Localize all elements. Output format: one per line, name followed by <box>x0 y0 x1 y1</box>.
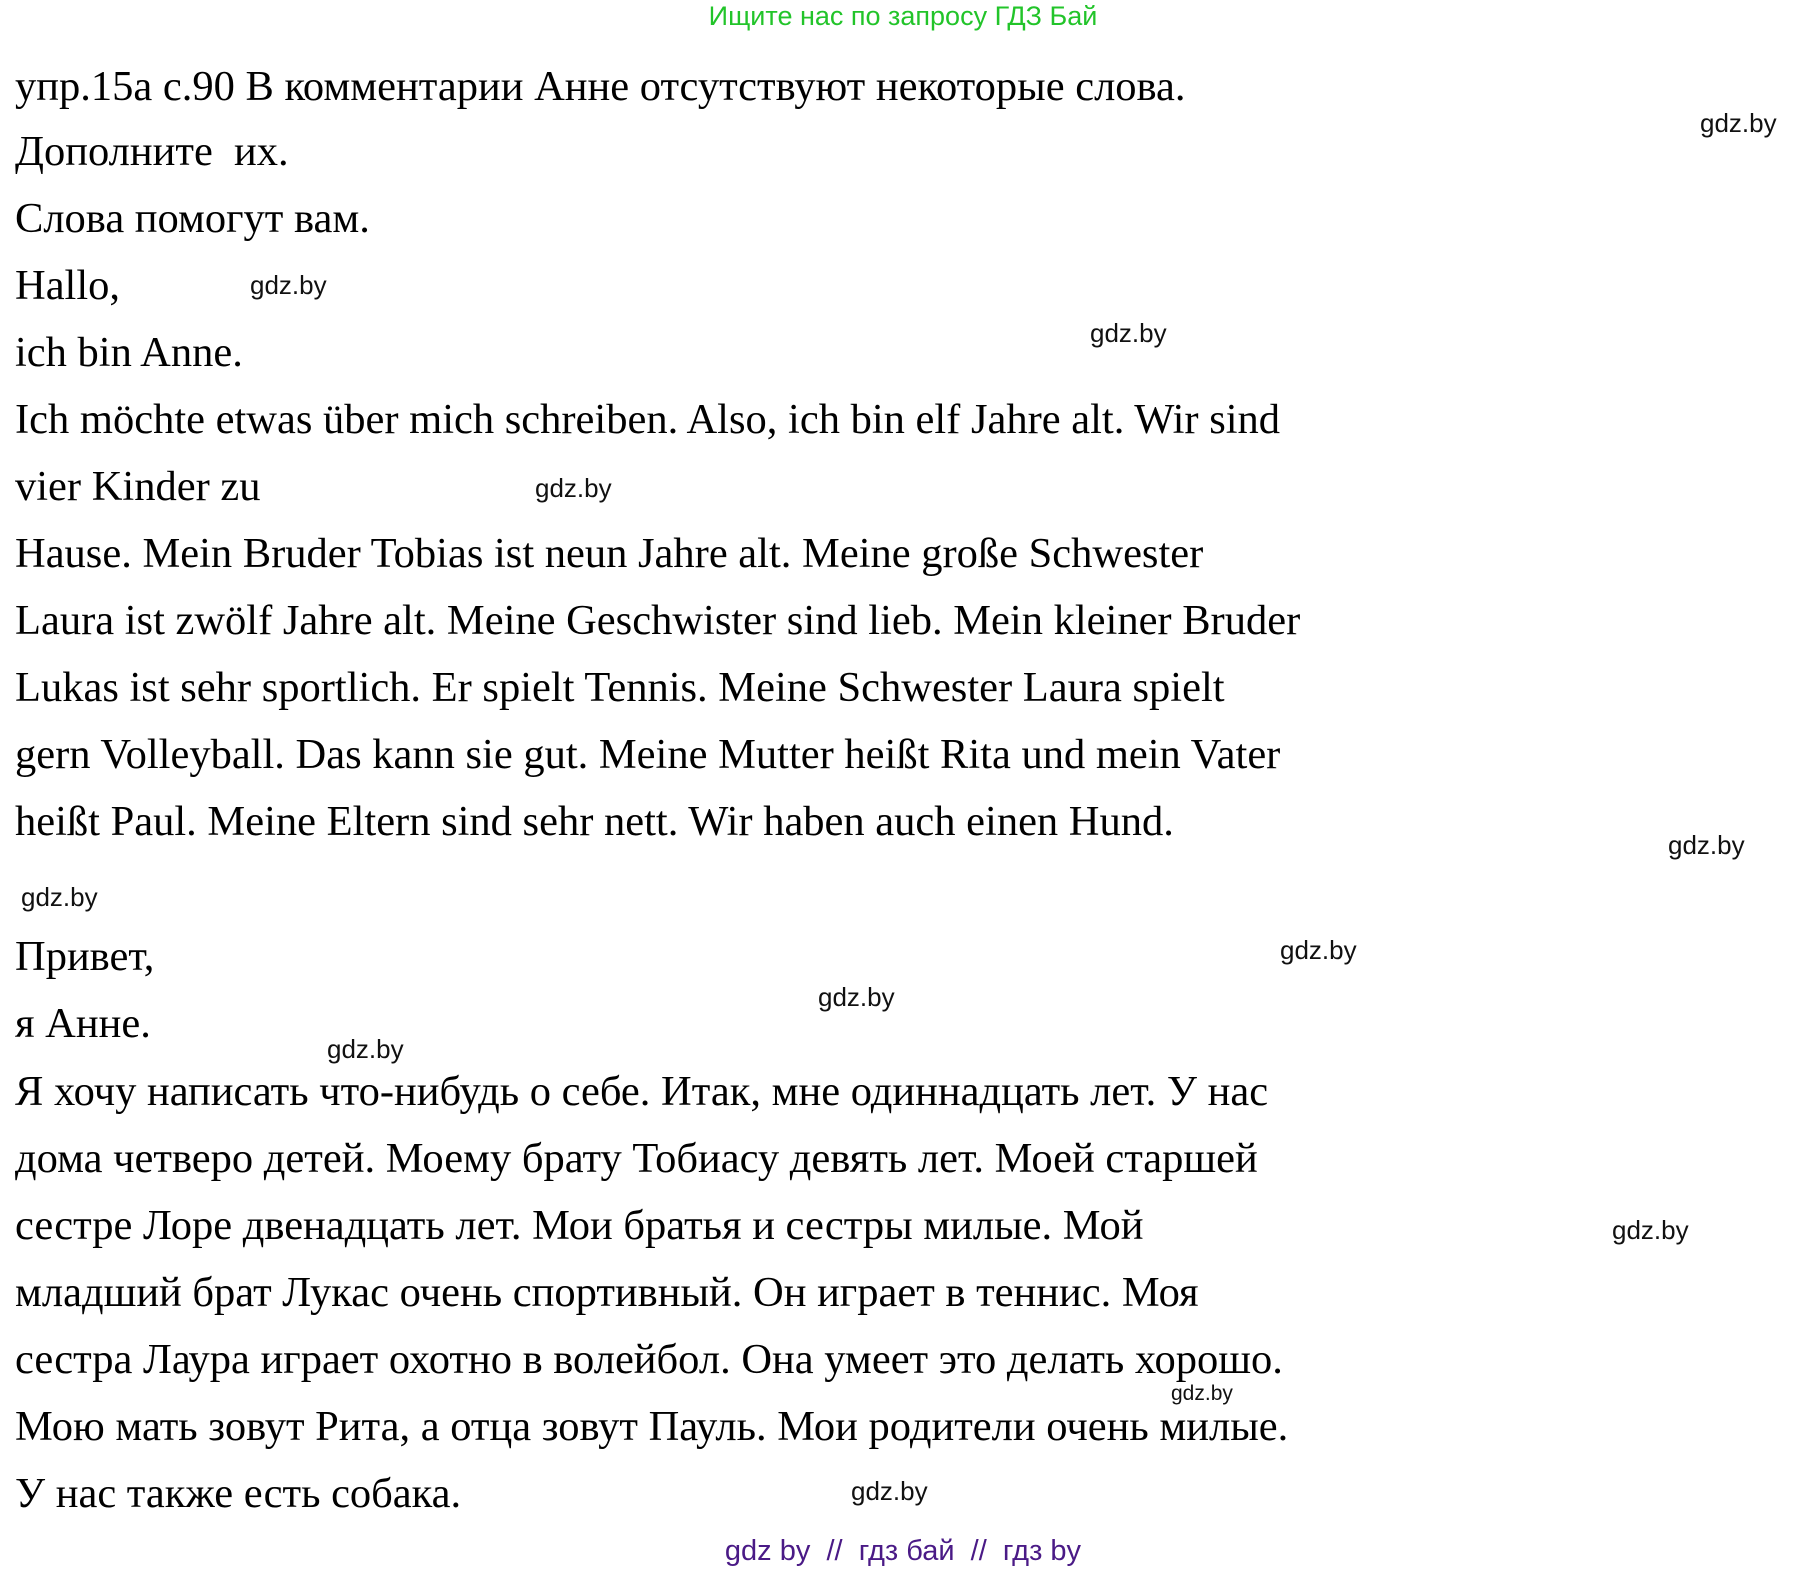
german-line: heißt Paul. Meine Eltern sind sehr nett. Wir haben auch einen Hund. <box>15 798 1174 845</box>
task-instruction: Слова помогут вам. <box>15 195 370 242</box>
german-line: ich bin Anne. <box>15 329 243 376</box>
footer-site-links: gdz by // гдз бай // гдз by <box>724 1535 1082 1567</box>
task-title-line-2: Дополните их. <box>15 128 289 175</box>
watermark: gdz.by <box>21 882 98 912</box>
watermark: gdz.by <box>1090 318 1167 348</box>
russian-line: сестре Лоре двенадцать лет. Мои братья и сестры милые. Мой <box>15 1202 1144 1249</box>
watermark: gdz.by <box>327 1034 404 1064</box>
watermark: gdz.by <box>1280 935 1357 965</box>
watermark: gdz.by <box>1612 1215 1689 1245</box>
russian-line: младший брат Лукас очень спортивный. Он играет в теннис. Моя <box>15 1269 1199 1316</box>
watermark: gdz.by <box>818 982 895 1012</box>
russian-line: Привет, <box>15 933 155 980</box>
russian-line: я Анне. <box>15 1000 151 1047</box>
watermark: gdz.by <box>250 270 327 300</box>
russian-line: У нас также есть собака. <box>15 1470 462 1517</box>
german-line: Hallo, <box>15 262 121 309</box>
russian-line: сестра Лаура играет охотно в волейбол. Она умеет это делать хорошо. <box>15 1336 1283 1383</box>
russian-line: Мою мать зовут Рита, а отца зовут Пауль. Мои родители очень милые. <box>15 1403 1289 1450</box>
russian-line: дома четверо детей. Моему брату Тобиасу девять лет. Моей старшей <box>15 1135 1258 1182</box>
watermark: gdz.by <box>1668 830 1745 860</box>
task-title-line-1: упр.15а с.90 В комментарии Анне отсутствуют некоторые слова. <box>15 63 1186 110</box>
german-line: Laura ist zwölf Jahre alt. Meine Geschwister sind lieb. Mein kleiner Bruder <box>15 597 1301 644</box>
german-line: Lukas ist sehr sportlich. Er spielt Tennis. Meine Schwester Laura spielt <box>15 664 1225 711</box>
german-line: Hause. Mein Bruder Tobias ist neun Jahre alt. Meine große Schwester <box>15 530 1204 577</box>
german-line: gern Volleyball. Das kann sie gut. Meine Mutter heißt Rita und mein Vater <box>15 731 1281 778</box>
search-hint-banner: Ищите нас по запросу ГДЗ Бай <box>708 1 1098 31</box>
german-line: vier Kinder zu <box>15 463 261 510</box>
russian-line: Я хочу написать что-нибудь о себе. Итак, мне одиннадцать лет. У нас <box>15 1068 1269 1115</box>
watermark: gdz.by <box>851 1476 928 1506</box>
german-line: Ich möchte etwas über mich schreiben. Also, ich bin elf Jahre alt. Wir sind <box>15 396 1281 443</box>
watermark: gdz.by <box>535 473 612 503</box>
watermark: gdz.by <box>1171 1382 1233 1405</box>
watermark: gdz.by <box>1700 108 1777 138</box>
